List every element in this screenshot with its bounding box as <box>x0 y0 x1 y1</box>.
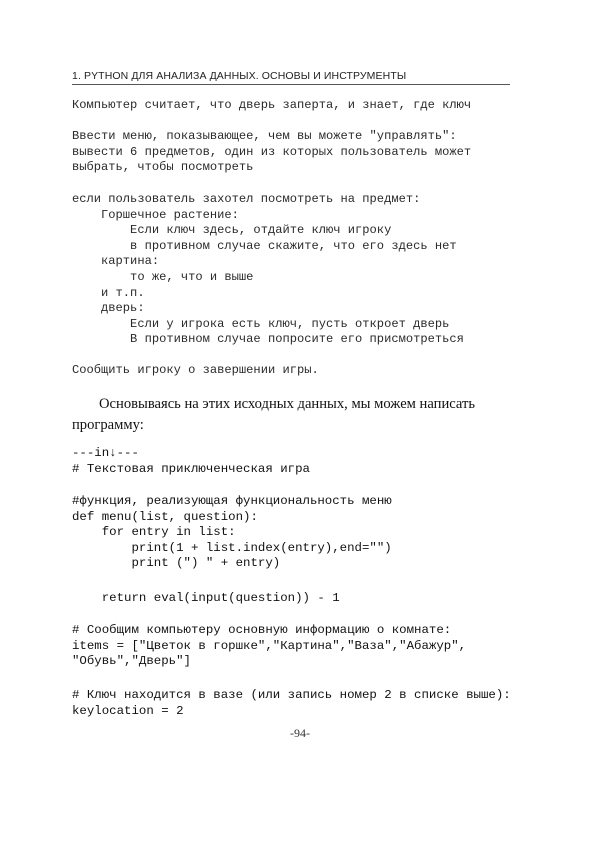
code-items-list: # Сообщим компьютеру основную информацию о комнате: items = ["Цветок в горшке","Картина","Ваза","Абажур", "Обувь","Дверь"] <box>72 623 467 669</box>
body-paragraph: Основываясь на этих исходных данных, мы можем написать программу: <box>72 396 476 433</box>
page-number: -94- <box>290 726 310 740</box>
code-menu-function: #функция, реализующая функциональность меню def menu(list, question): for entry in list: print(1 + list.index(entry),end="") print (") " + entry) <box>72 494 392 571</box>
pseudocode-look-at-item: если пользователь захотел посмотреть на предмет: Горшечное растение: Если ключ здесь, отдайте ключ игроку в противном случае скажите, что его здесь нет картина: то же, что и выше и т.п. дверь: Если у игрока есть ключ, пусть откроет дверь В противном случае попросите его присмотреться <box>72 192 464 347</box>
code-title-comment: # Текстовая приключенческая игра <box>72 462 310 476</box>
code-input-marker: ---in↓--- <box>72 446 139 460</box>
code-keylocation: # Ключ находится в вазе (или запись номер 2 в списке выше): keylocation = 2 <box>72 688 511 718</box>
running-header: 1. PYTHON ДЛЯ АНАЛИЗА ДАННЫХ. ОСНОВЫ И ИНСТРУМЕНТЫ <box>72 70 510 85</box>
pseudocode-menu-description: Ввести меню, показывающее, чем вы можете "управлять": вывести 6 предметов, один из которых пользователь может выбрать, чтобы посмотреть <box>72 129 472 175</box>
code-return-line: return eval(input(question)) - 1 <box>72 591 340 605</box>
pseudocode-line-computer-knows: Компьютер считает, что дверь заперта, и знает, где ключ <box>72 98 472 112</box>
pseudocode-end-game: Сообщить игроку о завершении игры. <box>72 363 319 377</box>
